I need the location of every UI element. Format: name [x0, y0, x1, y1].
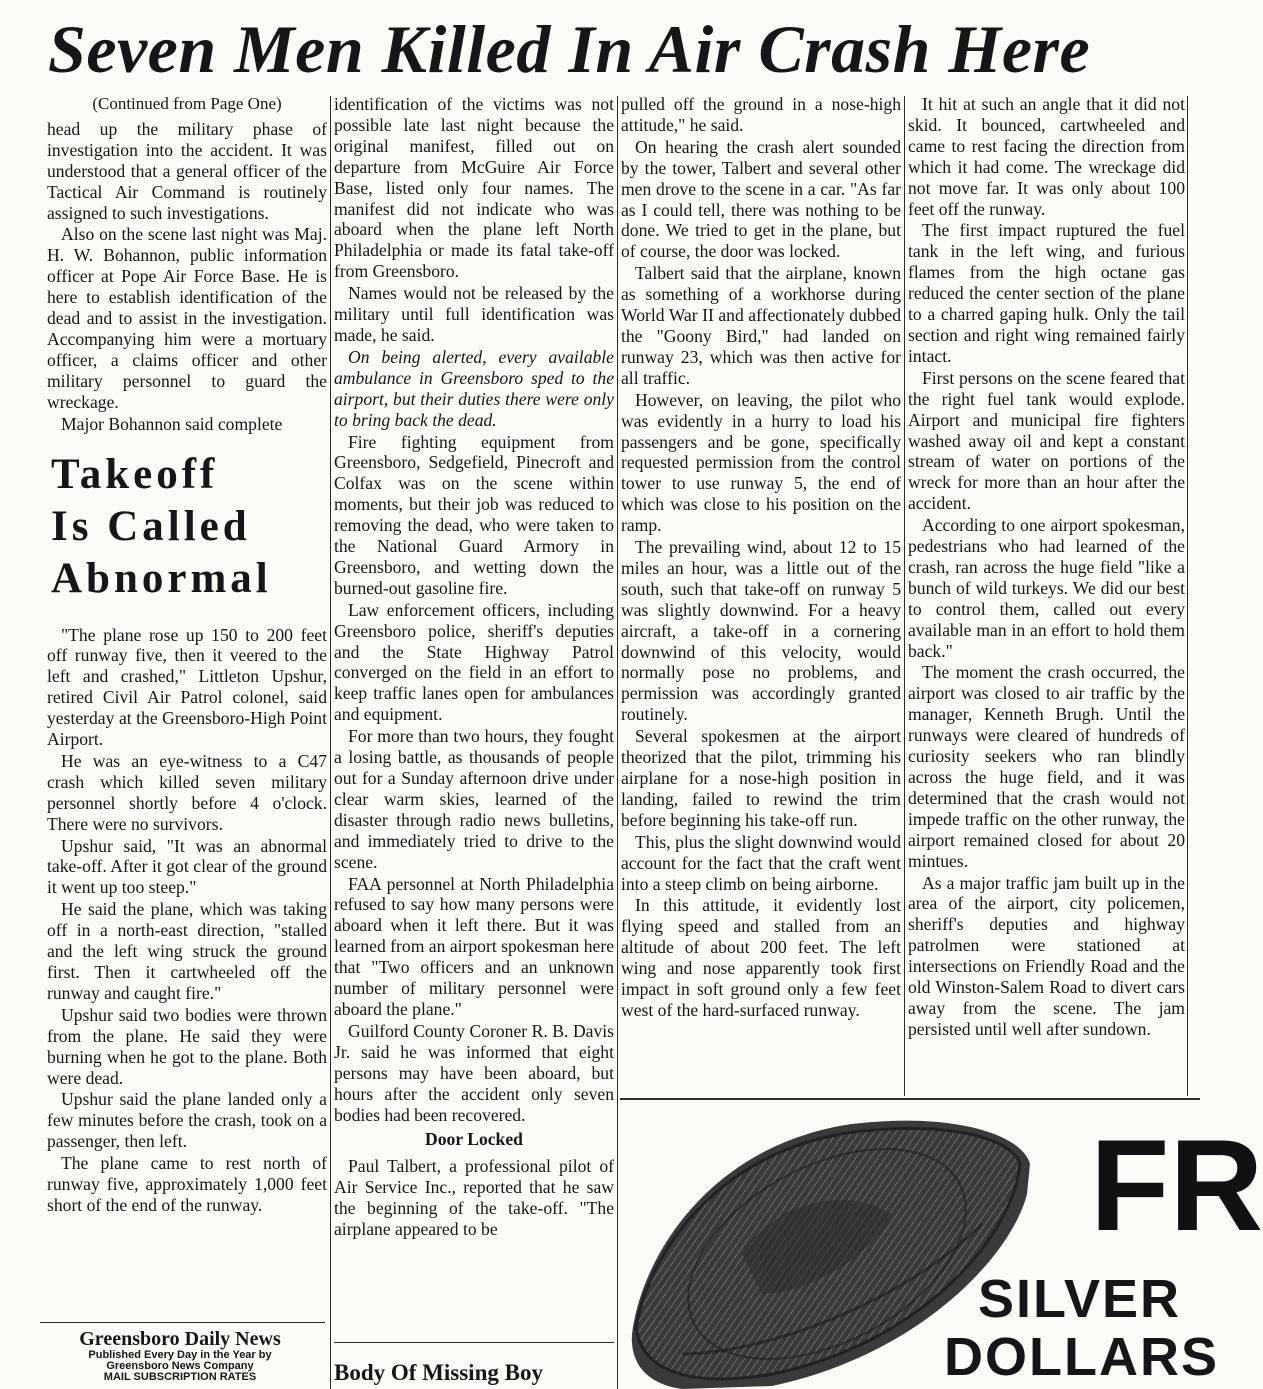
silver-dollars-ad [900, 1110, 1263, 1389]
column-rule [330, 96, 331, 1389]
subheadline [51, 449, 327, 605]
article-paragraph: Law enforcement officers, including Greensboro police, sheriff's deputies and the State Highway Patrol converged on the field in an effort to keep traffic lanes open for ambulances and equipment. [334, 599, 614, 725]
article-paragraph: First persons on the scene feared that the right fuel tank would explode. Airport and municipal fire fighters washed away oil and kept a constant stream of water on portions of the wreck for more than an hour after the accident. [908, 367, 1185, 514]
article-column-4 [908, 94, 1185, 1041]
subheadline-line: Is Called [51, 502, 251, 550]
article-paragraph: Fire fighting equipment from Greensboro, Sedgefield, Pinecroft and Colfax was on the scene within moments, but their job was reduced to removing the dead, who were taken to the National Guard Armory in Greensboro, and wetting down the burned-out gasoline fire. [334, 431, 614, 598]
article-paragraph: The moment the crash occurred, the airport was closed to air traffic by the manager, Kenneth Brugh. Until the runways were cleared of hundreds of curiosity seekers who ran blindly across the huge field, and it was determined that the crash would not impede traffic on the other runway, the airport remained closed for about 20 mintues. [908, 662, 1185, 871]
masthead-line: Greensboro News Company [106, 1360, 254, 1372]
next-story-headline: Body Of Missing Boy [334, 1360, 543, 1385]
article-paragraph: It hit at such an angle that it did not skid. It bounced, cartwheeled and came to rest facing the direction from which it had come. The wreckage did not move far. It was only about 100 feet off the runway. [908, 94, 1185, 219]
article-paragraph: Paul Talbert, a professional pilot of Air Service Inc., reported that he saw the beginning of the take-off. "The airplane appeared to be [334, 1156, 614, 1240]
article-column-1 [47, 94, 327, 1217]
section-subhead: Door Locked [425, 1129, 523, 1150]
ad-line: DOLLARS [944, 1327, 1219, 1387]
article-paragraph: The plane came to rest north of runway five, approximately 1,000 feet short of the end of the runway. [47, 1153, 327, 1215]
article-paragraph: In this attitude, it evidently lost flying speed and stalled from an altitude of about 200 feet. The left wing and nose apparently took first impact in soft ground only a few feet west of the hard-surfaced runway. [621, 895, 901, 1020]
masthead-name: Greensboro Daily News [79, 1328, 281, 1350]
subheadline-line: Takeoff [51, 450, 219, 498]
article-paragraph: On hearing the crash alert sounded by the tower, Talbert and several other men drove to the scene in a car. "As far as I could tell, there was nothing to be done. We tried to get in the plane, but of course, the door was locked. [621, 136, 901, 262]
article-paragraph: Names would not be released by the military until full identification was made, he said. [334, 283, 614, 345]
masthead [30, 1328, 330, 1383]
article-paragraph: Major Bohannon said complete [61, 413, 283, 434]
ad-line: SILVER [978, 1269, 1182, 1329]
column-rule [617, 96, 618, 1389]
column-rule [904, 96, 905, 1096]
story-divider [334, 1342, 614, 1343]
article-paragraph: According to one airport spokesman, pedestrians who had learned of the crash, ran across the huge field "like a bunch of wild turkeys. We did our best to control them, called out every available man in an effort to hold them back." [908, 515, 1185, 661]
masthead-line: Published Every Day in the Year by [88, 1349, 272, 1361]
ad-headline: FR [1090, 1112, 1263, 1258]
article-paragraph: Talbert said that the airplane, known as something of a workhorse during World War II and affectionately dubbed the "Goony Bird," had landed on runway 23, which was then active for all traffic. [621, 263, 901, 388]
article-column-3 [621, 94, 901, 1022]
article-paragraph: Upshur said two bodies were thrown from the plane. He said they were burning when he got to the plane. Both were dead. [47, 1004, 327, 1088]
article-paragraph: However, on leaving, the pilot who was evidently in a hurry to load his passengers and be gone, specifically requested permission from the control tower to use runway 5, the end of which was close to his position on the ramp. [621, 389, 901, 536]
article-paragraph: head up the military phase of investigation into the accident. It was understood that a general officer of the Tactical Air Command is routinely assigned to such investigations. [47, 118, 327, 223]
article-paragraph: For more than two hours, they fought a losing battle, as thousands of people out for a Sunday afternoon drive under clear warm skies, learned of the disaster through radio news bulletins, and immediately tried to drive to the scene. [334, 726, 614, 872]
article-paragraph: Also on the scene last night was Maj. H. W. Bohannon, public information officer at Pope Air Force Base. He is here to establish identification of the dead and to assist in the investigation. Accompanying him were a mortuary officer, a claims officer and other military personnel to guard the wreckage. [47, 224, 327, 412]
article-paragraph: He was an eye-witness to a C47 crash which killed seven military personnel shortly before 4 o'clock. There were no survivors. [47, 750, 327, 834]
page-headline: Seven Men Killed In Air Crash Here [48, 11, 1091, 87]
article-paragraph: "The plane rose up 150 to 200 feet off runway five, then it veered to the left and crashed," Littleton Upshur, retired Civil Air Patrol colonel, said yesterday at the Greensboro-High Point Airport. [47, 624, 327, 750]
column-rule [1187, 96, 1188, 1096]
article-paragraph: The first impact ruptured the fuel tank in the left wing, and furious flames from the high octane gas reduced the center section of the plane to a charred gaping hulk. Only the tail section and right wing remained fairly intact. [908, 220, 1185, 366]
article-paragraph: Upshur said the plane landed only a few minutes before the crash, took on a passenger, then left. [47, 1089, 327, 1152]
article-paragraph: As a major traffic jam built up in the area of the airport, city policemen, sheriff's deputies and highway patrolmen were stationed at intersections on Friendly Road and the old Winston-Salem Road to divert cars away from the scene. The jam persisted until well after sundown. [908, 872, 1185, 1039]
article-paragraph: Upshur said, "It was an abnormal take-off. After it got clear of the ground it went up too steep." [47, 835, 327, 898]
ad-border [620, 1098, 1200, 1100]
article-paragraph: He said the plane, which was taking off in a north-east direction, "stalled and the left wing struck the ground first. Then it cartwheeled off the runway and caught fire." [47, 899, 327, 1003]
article-paragraph: On being alerted, every available ambulance in Greensboro sped to the airport, but their duties there were only to bring back the dead. [334, 346, 614, 430]
article-paragraph: The prevailing wind, about 12 to 15 miles an hour, was a little out of the south, such that take-off on runway 5 was slightly downwind. For a heavy aircraft, a take-off in a cornering downwind of this velocity, would normally pose no problems, and permission was accordingly granted routinely. [621, 537, 901, 725]
masthead-rule [40, 1322, 325, 1323]
masthead-line: MAIL SUBSCRIPTION RATES [103, 1371, 257, 1383]
article-paragraph: pulled off the ground in a nose-high attitude," he said. [621, 94, 901, 135]
subheadline-line: Abnormal [51, 554, 272, 602]
article-paragraph: This, plus the slight downwind would account for the fact that the craft went into a steep climb on being airborne. [621, 831, 901, 894]
continued-note: (Continued from Page One) [92, 94, 282, 113]
article-column-2 [334, 94, 614, 1241]
article-paragraph: FAA personnel at North Philadelphia refused to say how many persons were aboard when it left there. But it was learned from an airport spokesman here that "Two officers and an unknown number of military personnel were aboard the plane." [334, 873, 614, 1019]
article-paragraph: Several spokesmen at the airport theorized that the pilot, trimming his airplane for a nose-high position in landing, failed to rewind the trim before beginning his take-off run. [621, 726, 901, 830]
article-paragraph: identification of the victims was not possible late last night because the original manifest, filled out on departure from McGuire Air Force Base, listed only four names. The manifest did not indicate who was aboard when the plane left North Philadelphia or made its fatal take-off from Greensboro. [334, 94, 614, 282]
article-paragraph: Guilford County Coroner R. B. Davis Jr. said he was informed that eight persons may have been aboard, but hours after the accident only seven bodies had been recovered. [334, 1020, 614, 1125]
